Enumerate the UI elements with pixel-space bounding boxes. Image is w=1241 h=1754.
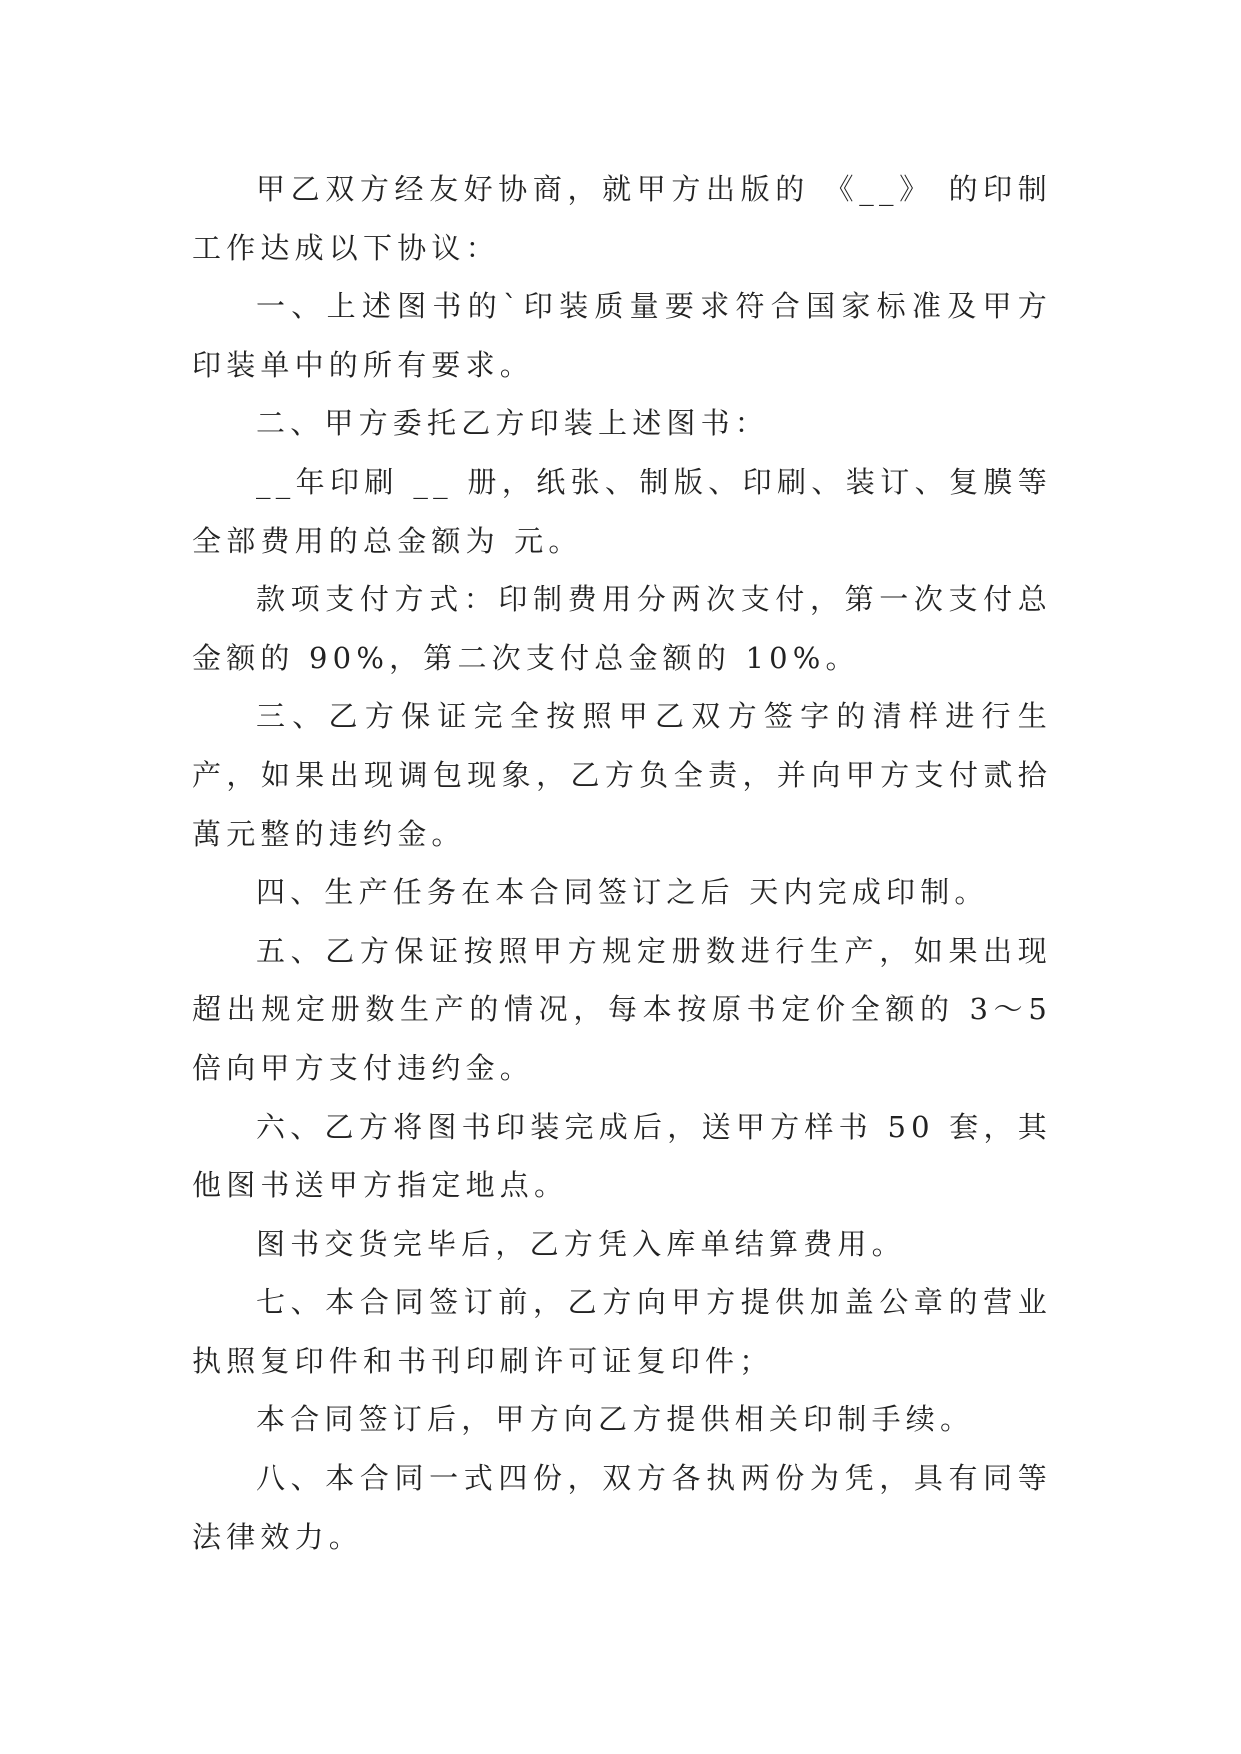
paragraph-payment-method: 款项支付方式：印制费用分两次支付，第一次支付总金额的 90%，第二次支付总金额的 10%。	[192, 582, 1052, 675]
paragraph-procedures: 本合同签订后，甲方向乙方提供相关印制手续。	[256, 1402, 975, 1437]
paragraph-clause-8: 八、本合同一式四份，双方各执两份为凭，具有同等法律效力。	[192, 1461, 1052, 1554]
paragraph-clause-5: 五、乙方保证按照甲方规定册数进行生产，如果出现超出规定册数生产的情况，每本按原书定价全额的 3～5 倍向甲方支付违约金。	[192, 933, 1052, 1085]
paragraph-print-quantity: __年印刷 __ 册，纸张、制版、印刷、装订、复膜等全部费用的总金额为 元。	[192, 464, 1052, 558]
paragraph-clause-3: 三、乙方保证完全按照甲乙双方签字的清样进行生产，如果出现调包现象，乙方负全责，并向甲方支付贰拾萬元整的违约金。	[192, 699, 1052, 851]
paragraph-clause-1: 一、上述图书的`印装质量要求符合国家标准及甲方印装单中的所有要求。	[192, 289, 1052, 382]
paragraph-clause-6: 六、乙方将图书印装完成后，送甲方样书 50 套，其他图书送甲方指定地点。	[192, 1109, 1052, 1203]
paragraph-clause-7: 七、本合同签订前，乙方向甲方提供加盖公章的营业执照复印件和书刊印刷许可证复印件；	[192, 1285, 1052, 1378]
paragraph-intro: 甲乙双方经友好协商，就甲方出版的 《__》 的印制工作达成以下协议：	[192, 172, 1052, 265]
paragraph-settlement: 图书交货完毕后，乙方凭入库单结算费用。	[256, 1226, 906, 1261]
paragraph-clause-4: 四、生产任务在本合同签订之后 天内完成印制。	[256, 875, 989, 910]
paragraph-clause-2: 二、甲方委托乙方印装上述图书：	[256, 406, 770, 441]
contract-body	[192, 160, 1052, 1566]
